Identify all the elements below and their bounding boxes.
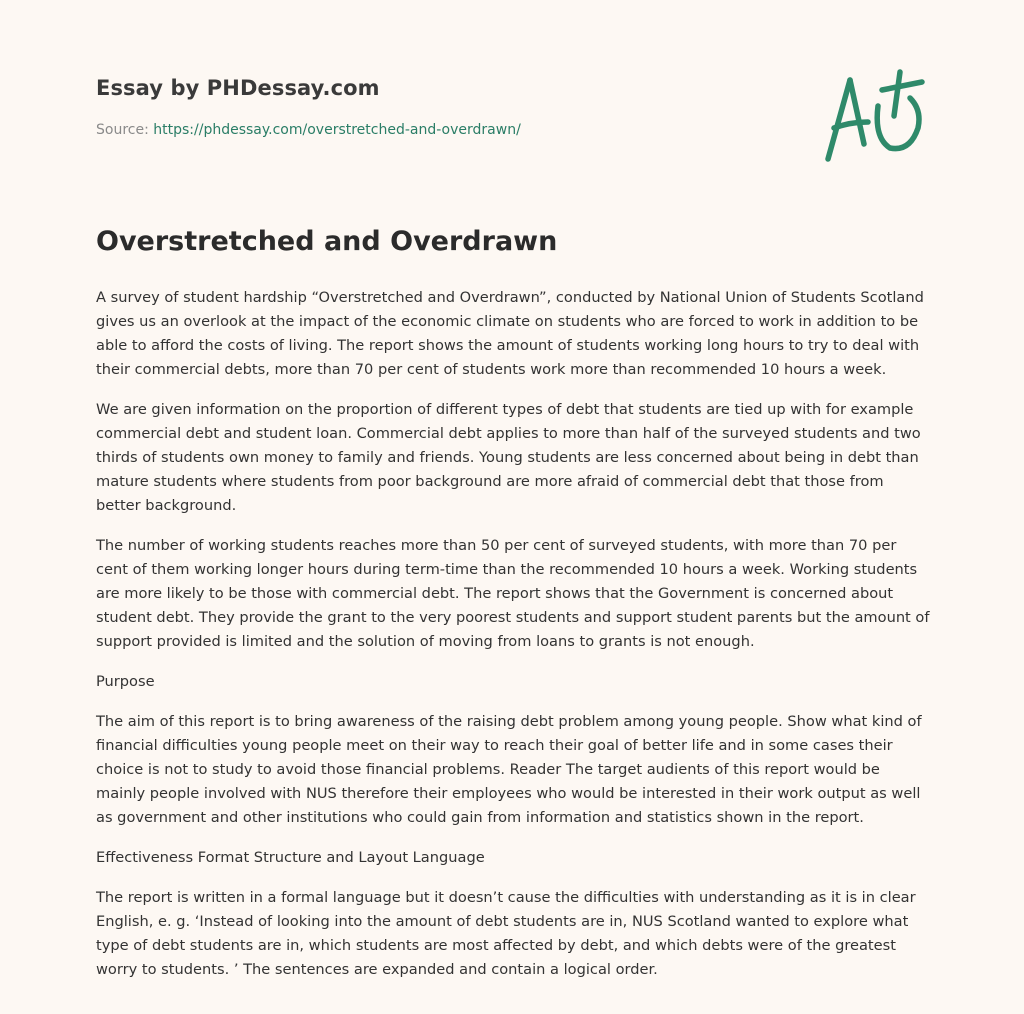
article-body bbox=[96, 286, 932, 998]
paragraph: We are given information on the proportion of different types of debt that students are tied up with for example commercial debt and student loan. Commercial debt applies to more than half of the surveyed students and two thirds of students own money to family and friends. Young students are less concerned about being in debt than mature students where students from poor background are more afraid of commercial debt that those from better background. bbox=[96, 401, 921, 514]
article-title: Overstretched and Overdrawn bbox=[96, 226, 558, 257]
paragraph: The aim of this report is to bring awareness of the raising debt problem among young people. Show what kind of financial difficulties young people meet on their way to reach their goal of better life and in some cases their choice is not to study to avoid those financial problems. Reader The target audients of this report would be mainly people involved with NUS therefore their employees who would be interested in their work output as well as government and other institutions who could gain from information and statistics shown in the report. bbox=[96, 713, 922, 826]
a-plus-logo-icon bbox=[820, 66, 930, 166]
section-heading-effectiveness: Effectiveness Format Structure and Layout Language bbox=[96, 849, 485, 866]
source-line bbox=[96, 122, 796, 138]
paragraph: The report is written in a formal language but it doesn’t cause the difficulties with understanding as it is in clear English, e. g. ‘Instead of looking into the amount of debt students are in, NUS Scotland wanted to explore what type of debt students are in, which students are most affected by debt, and which debts were of the greatest worry to students. ’ The sentences are expanded and contain a logical order. bbox=[96, 889, 916, 978]
brand-title: Essay by PHDessay.com bbox=[96, 76, 380, 100]
paragraph: The number of working students reaches more than 50 per cent of surveyed students, with more than 70 per cent of them working longer hours during term-time than the recommended 10 hours a week. Working students are more likely to be those with commercial debt. The report shows that the Government is concerned about student debt. They provide the grant to the very poorest students and support student parents but the amount of support provided is limited and the solution of moving from loans to grants is not enough. bbox=[96, 537, 930, 650]
source-label: Source: bbox=[96, 122, 154, 138]
paragraph: A survey of student hardship “Overstretched and Overdrawn”, conducted by National Union of Students Scotland gives us an overlook at the impact of the economic climate on students who are forced to work in addition to be able to afford the costs of living. The report shows the amount of students working long hours to try to deal with their commercial debts, more than 70 per cent of students work more than recommended 10 hours a week. bbox=[96, 289, 924, 378]
section-heading-purpose: Purpose bbox=[96, 673, 155, 690]
source-link[interactable]: https://phdessay.com/overstretched-and-overdrawn/ bbox=[153, 122, 521, 138]
page-header bbox=[96, 76, 796, 138]
